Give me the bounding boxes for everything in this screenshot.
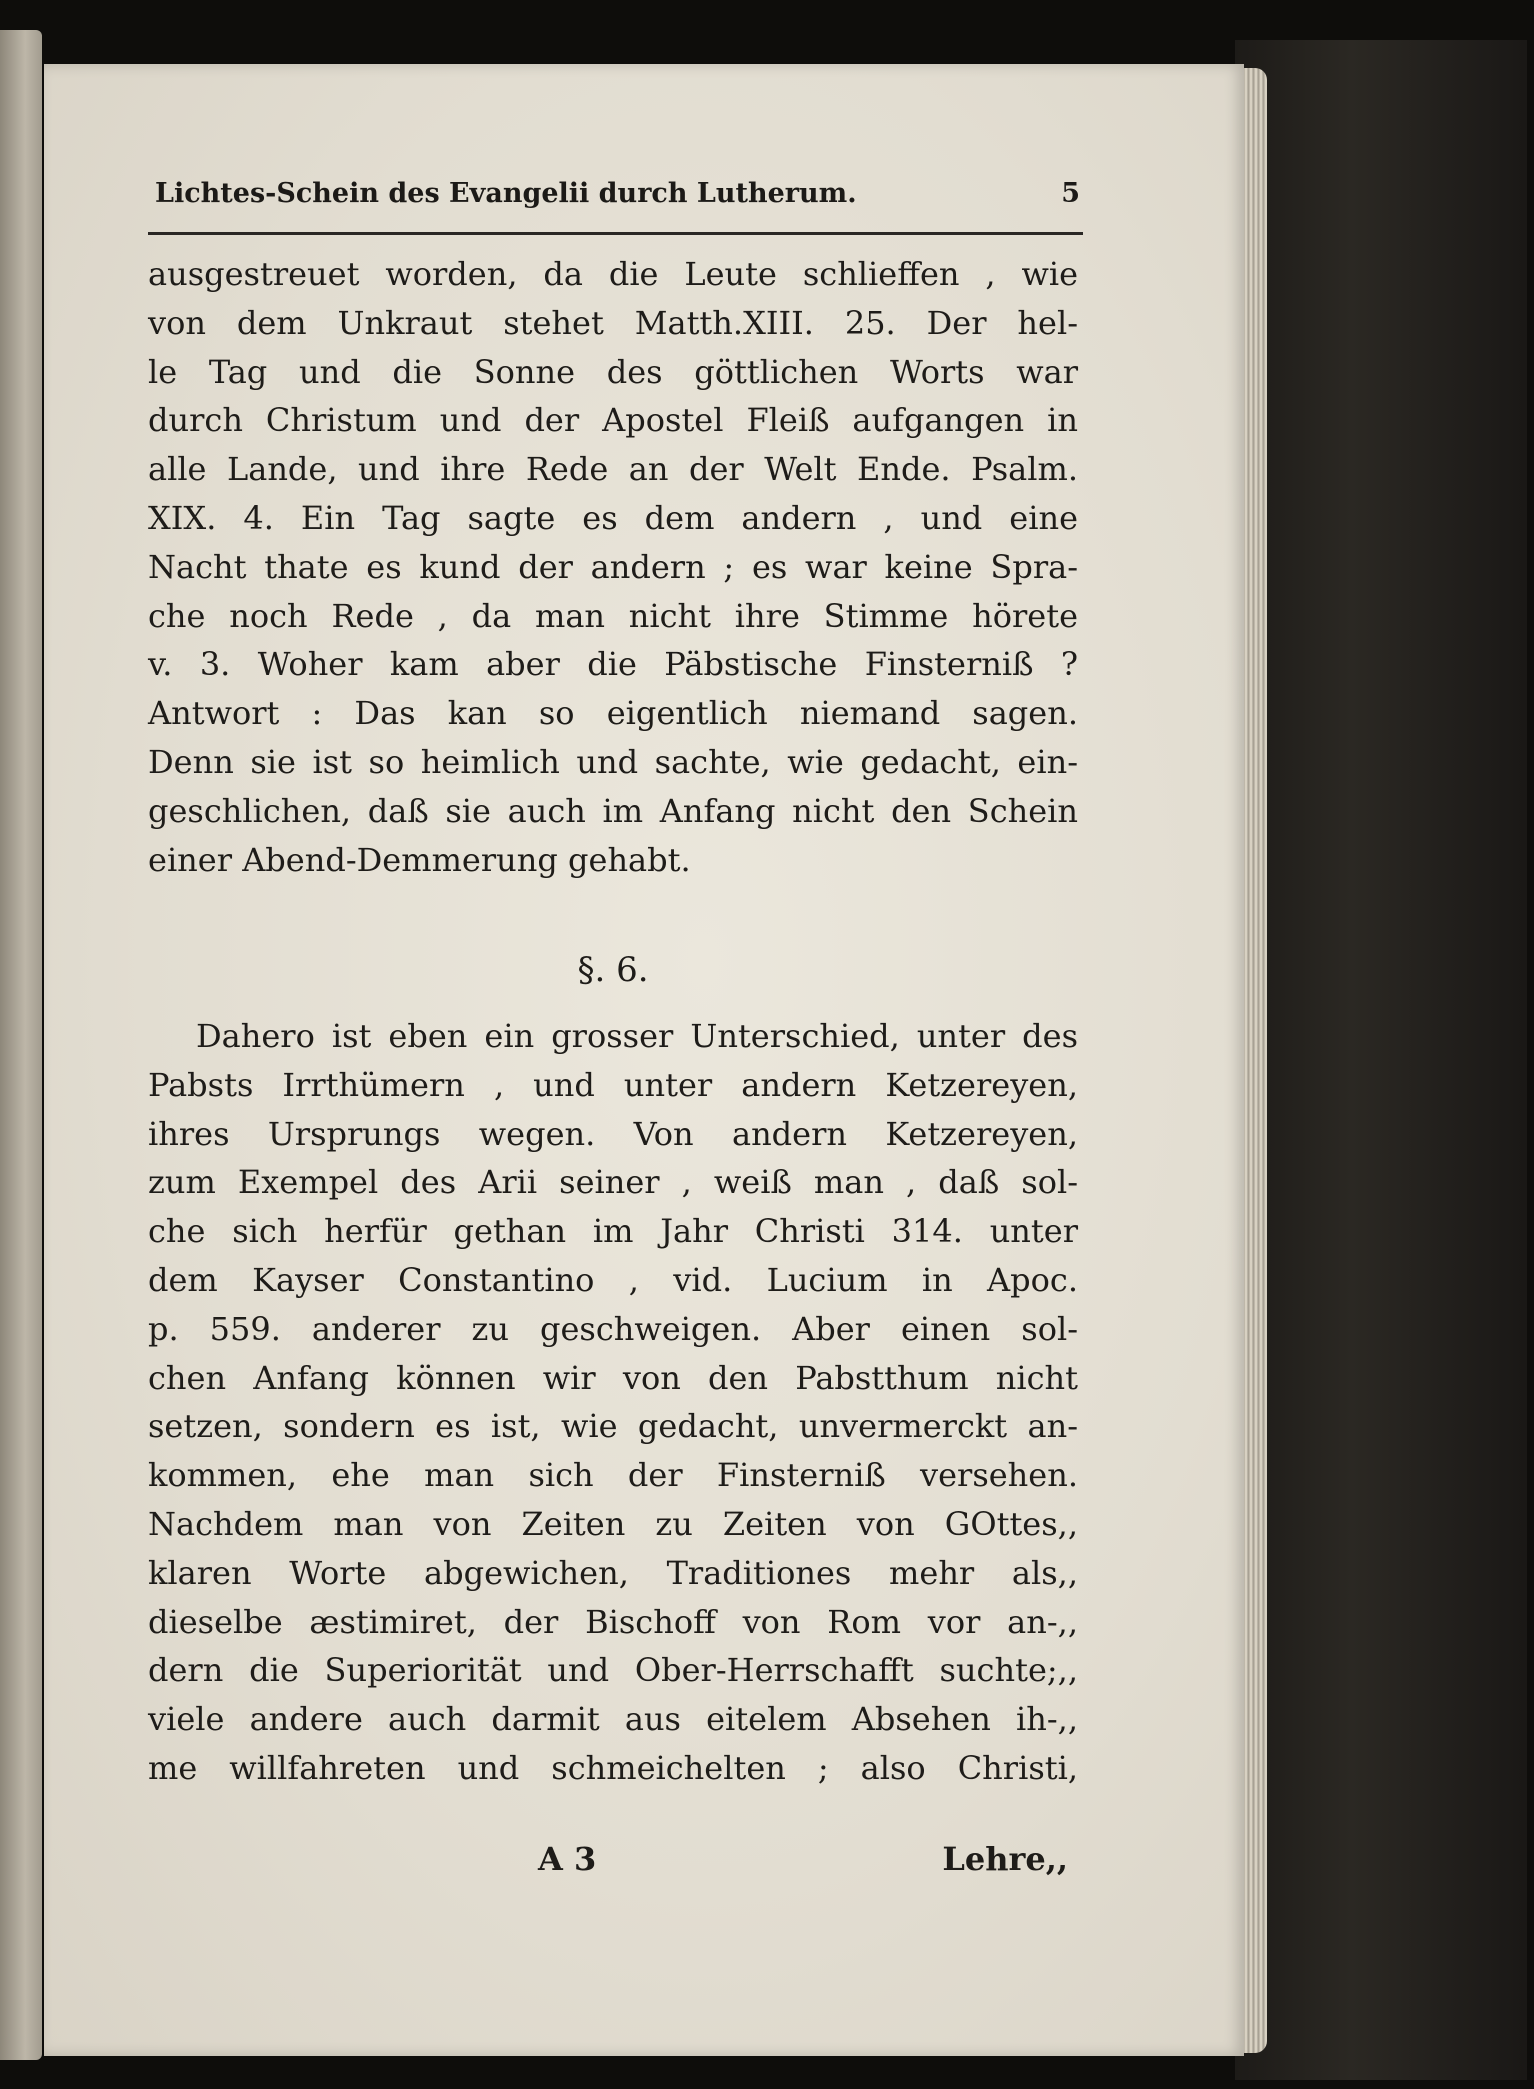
text-line: chen Anfang können wir von den Pabstthum nicht bbox=[148, 1358, 1078, 1397]
text-line: Pabsts Irrthümern , und unter andern Ketzereyen, bbox=[148, 1065, 1078, 1104]
text-line: klaren Worte abgewichen, Traditiones mehr als,, bbox=[148, 1553, 1078, 1592]
text-line: le Tag und die Sonne des göttlichen Worts war bbox=[148, 352, 1078, 391]
text-line: viele andere auch darmit aus eitelem Absehen ih-,, bbox=[148, 1700, 1078, 1739]
text-line: einer Abend-Demmerung gehabt. bbox=[148, 840, 691, 879]
text-line: alle Lande, und ihre Rede an der Welt Ende. Psalm. bbox=[148, 450, 1078, 489]
text-line: durch Christum und der Apostel Fleiß aufgangen in bbox=[148, 401, 1078, 440]
text-line: von dem Unkraut stehet Matth.XIII. 25. Der hel- bbox=[148, 303, 1078, 342]
text-line: Nachdem man von Zeiten zu Zeiten von GOttes,, bbox=[148, 1504, 1078, 1543]
text-line: setzen, sondern es ist, wie gedacht, unvermerckt an- bbox=[148, 1407, 1078, 1446]
text-line: me willfahreten und schmeichelten ; also Christi, bbox=[148, 1748, 1078, 1787]
page-number: 5 bbox=[1061, 178, 1080, 209]
text-line: Antwort : Das kan so eigentlich niemand sagen. bbox=[148, 694, 1078, 733]
text-line: che sich herfür gethan im Jahr Christi 314. unter bbox=[148, 1212, 1078, 1251]
catchword: Lehre,, bbox=[942, 1840, 1068, 1878]
text-line: dern die Superiorität und Ober-Herrschafft suchte;,, bbox=[148, 1651, 1078, 1690]
section-heading: §. 6. bbox=[577, 950, 649, 990]
text-line: che noch Rede , da man nicht ihre Stimme hörete bbox=[148, 596, 1078, 635]
text-line: XIX. 4. Ein Tag sagte es dem andern , und eine bbox=[148, 498, 1078, 537]
text-line: p. 559. anderer zu geschweigen. Aber einen sol- bbox=[148, 1309, 1078, 1348]
paragraph-1 bbox=[148, 250, 1078, 884]
text-line: Dahero ist eben ein grosser Unterschied, unter des bbox=[196, 1017, 1078, 1055]
book-cover bbox=[1235, 40, 1527, 2080]
previous-page-edge bbox=[0, 30, 42, 2060]
text-line: geschlichen, daß sie auch im Anfang nicht den Schein bbox=[148, 791, 1078, 830]
text-line: Denn sie ist so heimlich und sachte, wie gedacht, ein- bbox=[148, 742, 1078, 781]
signature-mark: A 3 bbox=[538, 1840, 597, 1878]
running-head bbox=[155, 178, 1080, 222]
text-line: dieselbe æstimiret, der Bischoff von Rom vor an-,, bbox=[148, 1602, 1078, 1641]
text-line: ausgestreuet worden, da die Leute schlieffen , wie bbox=[148, 255, 1078, 293]
paragraph-2 bbox=[148, 1012, 1078, 1793]
page-footer bbox=[148, 1840, 1078, 1890]
text-line: zum Exempel des Arii seiner , weiß man , daß sol- bbox=[148, 1163, 1078, 1202]
text-line: dem Kayser Constantino , vid. Lucium in Apoc. bbox=[148, 1260, 1078, 1299]
text-line: ihres Ursprungs wegen. Von andern Ketzereyen, bbox=[148, 1114, 1078, 1153]
text-line: Nacht thate es kund der andern ; es war keine Spra- bbox=[148, 547, 1078, 586]
header-rule bbox=[148, 232, 1083, 235]
running-head-title: Lichtes-Schein des Evangelii durch Lutherum. bbox=[155, 178, 857, 209]
text-line: v. 3. Woher kam aber die Päbstische Finsterniß ? bbox=[148, 645, 1078, 684]
text-line: kommen, ehe man sich der Finsterniß versehen. bbox=[148, 1456, 1078, 1495]
